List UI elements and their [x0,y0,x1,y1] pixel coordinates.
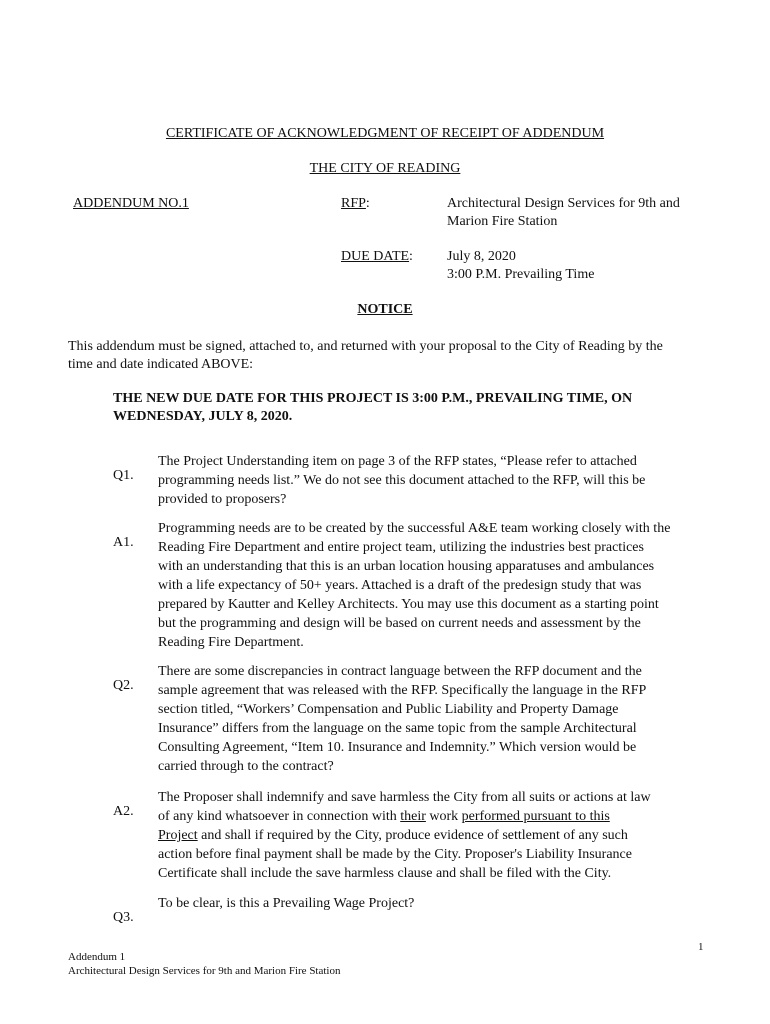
page-number: 1 [698,941,704,953]
city-heading [0,159,770,178]
footer-line2: Architectural Design Services for 9th and Marion Fire Station [68,965,341,977]
due-date-colon: : [409,249,413,264]
rfp-value-line1: Architectural Design Services for 9th and [447,196,680,211]
q3-line: To be clear, is this a Prevailing Wage Project? [158,896,415,911]
a1-text [158,519,703,652]
notice-text-line2: time and date indicated ABOVE: [68,357,254,372]
a1-line: with an understanding that this is an urban location housing apparatuses and ambulances [158,559,655,574]
new-due-date-line2: WEDNESDAY, JULY 8, 2020. [113,409,293,424]
q2-line: sample agreement that was released with the RFP. Specifically the language in the RFP [158,683,647,698]
city-text: THE CITY OF READING [309,161,461,176]
q3-label: Q3. [113,910,134,925]
due-date-label-text: DUE DATE [341,249,410,264]
a2-text-segment: work [425,809,462,824]
notice-heading-text: NOTICE [357,302,413,317]
a2-text-segment: of any kind whatsoever in connection with [158,809,401,824]
due-date-line2: 3:00 P.M. Prevailing Time [447,267,595,282]
a2-text [158,788,703,883]
a2-underlined-project: Project [158,828,198,843]
q2-line: Insurance” differs from the language on the same topic from the sample Architectural [158,721,637,736]
a1-line: prepared by Kautter and Kelley Architects. You may use this document as a starting point [158,597,659,612]
q2-line: section titled, “Workers’ Compensation and Public Liability and Property Damage [158,702,619,717]
a2-underlined-their: their [400,809,426,824]
a1-line: Reading Fire Department. [158,635,304,650]
new-due-date-line1: THE NEW DUE DATE FOR THIS PROJECT IS 3:00 P.M., PREVAILING TIME, ON [113,391,633,406]
rfp-value-line2: Marion Fire Station [447,214,558,229]
a1-line: Reading Fire Department and entire project team, utilizing the industries best practices [158,540,644,555]
q2-line: carried through to the contract? [158,759,334,774]
notice-heading [0,300,770,319]
q2-text [158,662,703,776]
a2-text-segment: and shall if required by the City, produce evidence of settlement of any such [197,828,628,843]
due-date-line1: July 8, 2020 [447,249,516,264]
a2-line: Certificate shall include the save harmless clause and shall be filed with the City. [158,866,612,881]
a1-line: with a life expectancy of 50+ years. Attached is a draft of the predesign study that was [158,578,642,593]
addendum-number [73,194,189,213]
footer-line1: Addendum 1 [68,951,126,963]
title-text: CERTIFICATE OF ACKNOWLEDGMENT OF RECEIPT OF ADDENDUM [165,126,605,141]
a1-line: but the programming and design will be based on current needs and assessment by the [158,616,641,631]
addendum-label: ADDENDUM NO.1 [73,196,189,211]
q1-line: programming needs list.” We do not see this document attached to the RFP, will this be [158,473,646,488]
rfp-label-text: RFP [341,196,366,211]
q2-label: Q2. [113,678,134,693]
a1-line: Programming needs are to be created by the successful A&E team working closely with the [158,521,671,536]
q3-text [158,894,703,913]
document-title [0,124,770,143]
q1-line: provided to proposers? [158,492,287,507]
a2-line [158,807,703,826]
a1-label: A1. [113,535,134,550]
q2-line: There are some discrepancies in contract language between the RFP document and the [158,664,642,679]
q2-line: Consulting Agreement, “Item 10. Insurance and Indemnity.” Which version would be [158,740,637,755]
a2-label: A2. [113,804,134,819]
a2-line: The Proposer shall indemnify and save harmless the City from all suits or actions at law [158,790,651,805]
a2-line [158,826,703,845]
rfp-label [341,194,370,213]
a2-underlined-performed: performed pursuant to this [461,809,610,824]
q1-label: Q1. [113,468,134,483]
a2-line: action before final payment shall be made by the City. Proposer's Liability Insurance [158,847,632,862]
notice-text-line1: This addendum must be signed, attached to, and returned with your proposal to the City of Reading by the [68,339,663,354]
q1-text [158,452,703,509]
rfp-colon: : [365,196,370,211]
q1-line: The Project Understanding item on page 3 of the RFP states, “Please refer to attached [158,454,637,469]
due-date-label [341,247,413,266]
